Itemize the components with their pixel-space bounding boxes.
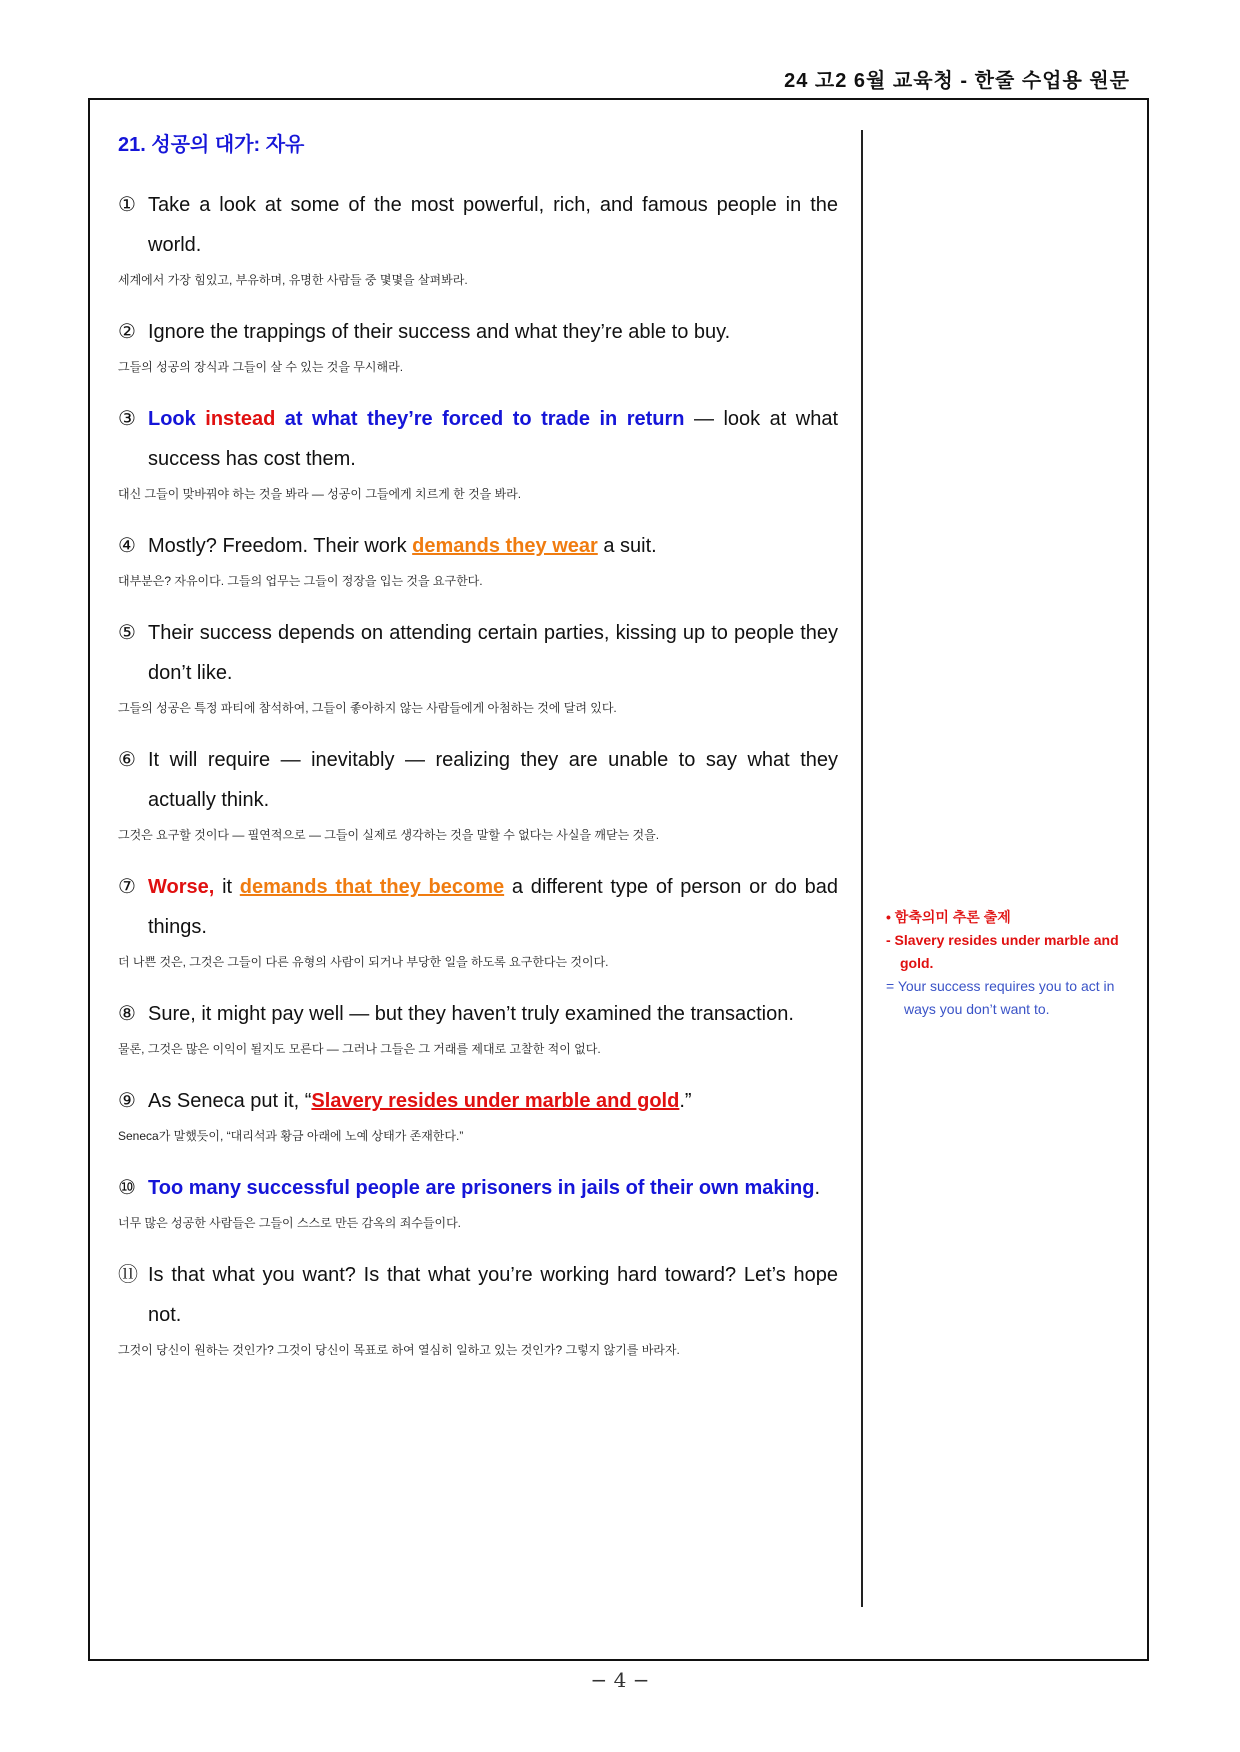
sentence-text: Take a look at some of the most powerful, rich, and famous people in the world. [148,194,838,256]
highlight-orange: demands that they become [239,876,505,898]
sentence-3 [118,399,838,479]
sentence-number: ④ [118,535,136,557]
sentence-text: .” [679,1090,692,1112]
sentence-11 [118,1255,838,1335]
translation-8: 물론, 그것은 많은 이익이 될지도 모른다 — 그러나 그들은 그 거래를 제대로 고찰한 적이 없다. [118,1042,601,1056]
highlight-red-underline: Slavery resides under marble and gold [311,1090,680,1112]
main-column [118,120,838,1382]
sentence-number: ⑧ [118,1003,136,1025]
sentence-7 [118,867,838,947]
sentence-text: — look at what success has cost them. [148,408,839,470]
sentence-number: ① [118,194,136,216]
sentence-text: Their success depends on attending certain parties, kissing up to people they don’t like. [148,622,838,684]
sentence-text: . [814,1177,821,1199]
sentence-text: it [222,876,233,898]
note-paraphrase: = Your success requires you to act in ways you don’t want to. [886,978,1115,1017]
sentence-6 [118,740,838,820]
sentence-number: ③ [118,408,136,430]
sentence-text: a suit. [603,535,657,557]
sentence-number: ⑨ [118,1090,136,1112]
highlight-red: Worse, [148,876,215,898]
sentence-number: ⑩ [118,1177,136,1199]
sentence-text: As Seneca put it, “ [148,1090,312,1112]
highlight-blue: at what they’re forced to trade in return [284,408,685,430]
translation-2: 그들의 성공의 장식과 그들이 살 수 있는 것을 무시해라. [118,360,404,374]
translation-1: 세계에서 가장 힘있고, 부유하며, 유명한 사람들 중 몇몇을 살펴봐라. [118,273,468,287]
sentence-number: ② [118,321,136,343]
note-heading: • 함축의미 추론 출제 [886,909,1011,925]
sentence-4 [118,526,838,566]
sentence-number: ⑥ [118,749,136,771]
highlight-blue: Look [148,408,196,430]
translation-10: 너무 많은 성공한 사람들은 그들이 스스로 만든 감옥의 죄수들이다. [118,1216,461,1230]
document-header: 24 고2 6월 교육청 - 한줄 수업용 원문 [784,70,1130,92]
page-number: − 4 − [590,1668,650,1692]
translation-9: Seneca가 말했듯이, “대리석과 황금 아래에 노예 상태가 존재한다.” [118,1129,464,1143]
translation-4: 대부분은? 자유이다. 그들의 업무는 그들이 정장을 입는 것을 요구한다. [118,574,483,588]
translation-5: 그들의 성공은 특정 파티에 참석하여, 그들이 좋아하지 않는 사람들에게 아첨하는 것에 달려 있다. [118,701,617,715]
translation-6: 그것은 요구할 것이다 — 필연적으로 — 그들이 실제로 생각하는 것을 말할 수 없다는 사실을 깨닫는 것을. [118,828,660,842]
sentence-text: It will require — inevitably — realizing they are unable to say what they actually think. [148,749,838,811]
sentence-9 [118,1081,838,1121]
section-title: 21. 성공의 대가: 자유 [118,134,305,156]
highlight-blue: Too many successful people are prisoners in jails of their own making [148,1177,815,1199]
sentence-text: a different type of person or do bad things. [148,876,839,938]
sentence-2 [118,312,838,352]
sentence-text: Ignore the trappings of their success and what they’re able to buy. [148,321,731,343]
highlight-orange: demands they wear [412,535,598,557]
sentence-number: ⑦ [118,876,136,898]
sentence-text: Mostly? Freedom. Their work [148,535,407,557]
sentence-5 [118,613,838,693]
translation-11: 그것이 당신이 원하는 것인가? 그것이 당신이 목표로 하여 열심히 일하고 있는 것인가? 그렇지 않기를 바라자. [118,1343,680,1357]
note-quote: - Slavery resides under marble and gold. [886,932,1119,971]
sentence-text: Sure, it might pay well — but they haven’t truly examined the transaction. [148,1003,794,1025]
sentence-8 [118,994,838,1034]
sentence-1 [118,185,838,265]
translation-3: 대신 그들이 맞바꿔야 하는 것을 봐라 — 성공이 그들에게 치르게 한 것을 봐라. [118,487,522,501]
sentence-10 [118,1168,838,1208]
sentence-number: ⑪ [118,1264,138,1286]
sentence-text: Is that what you want? Is that what you’re working hard toward? Let’s hope not. [148,1264,838,1326]
sentence-number: ⑤ [118,622,136,644]
column-divider [861,130,863,1607]
translation-7: 더 나쁜 것은, 그것은 그들이 다른 유형의 사람이 되거나 부당한 일을 하도록 요구한다는 것이다. [118,955,609,969]
highlight-red: instead [205,408,276,430]
side-note [886,906,1146,1021]
